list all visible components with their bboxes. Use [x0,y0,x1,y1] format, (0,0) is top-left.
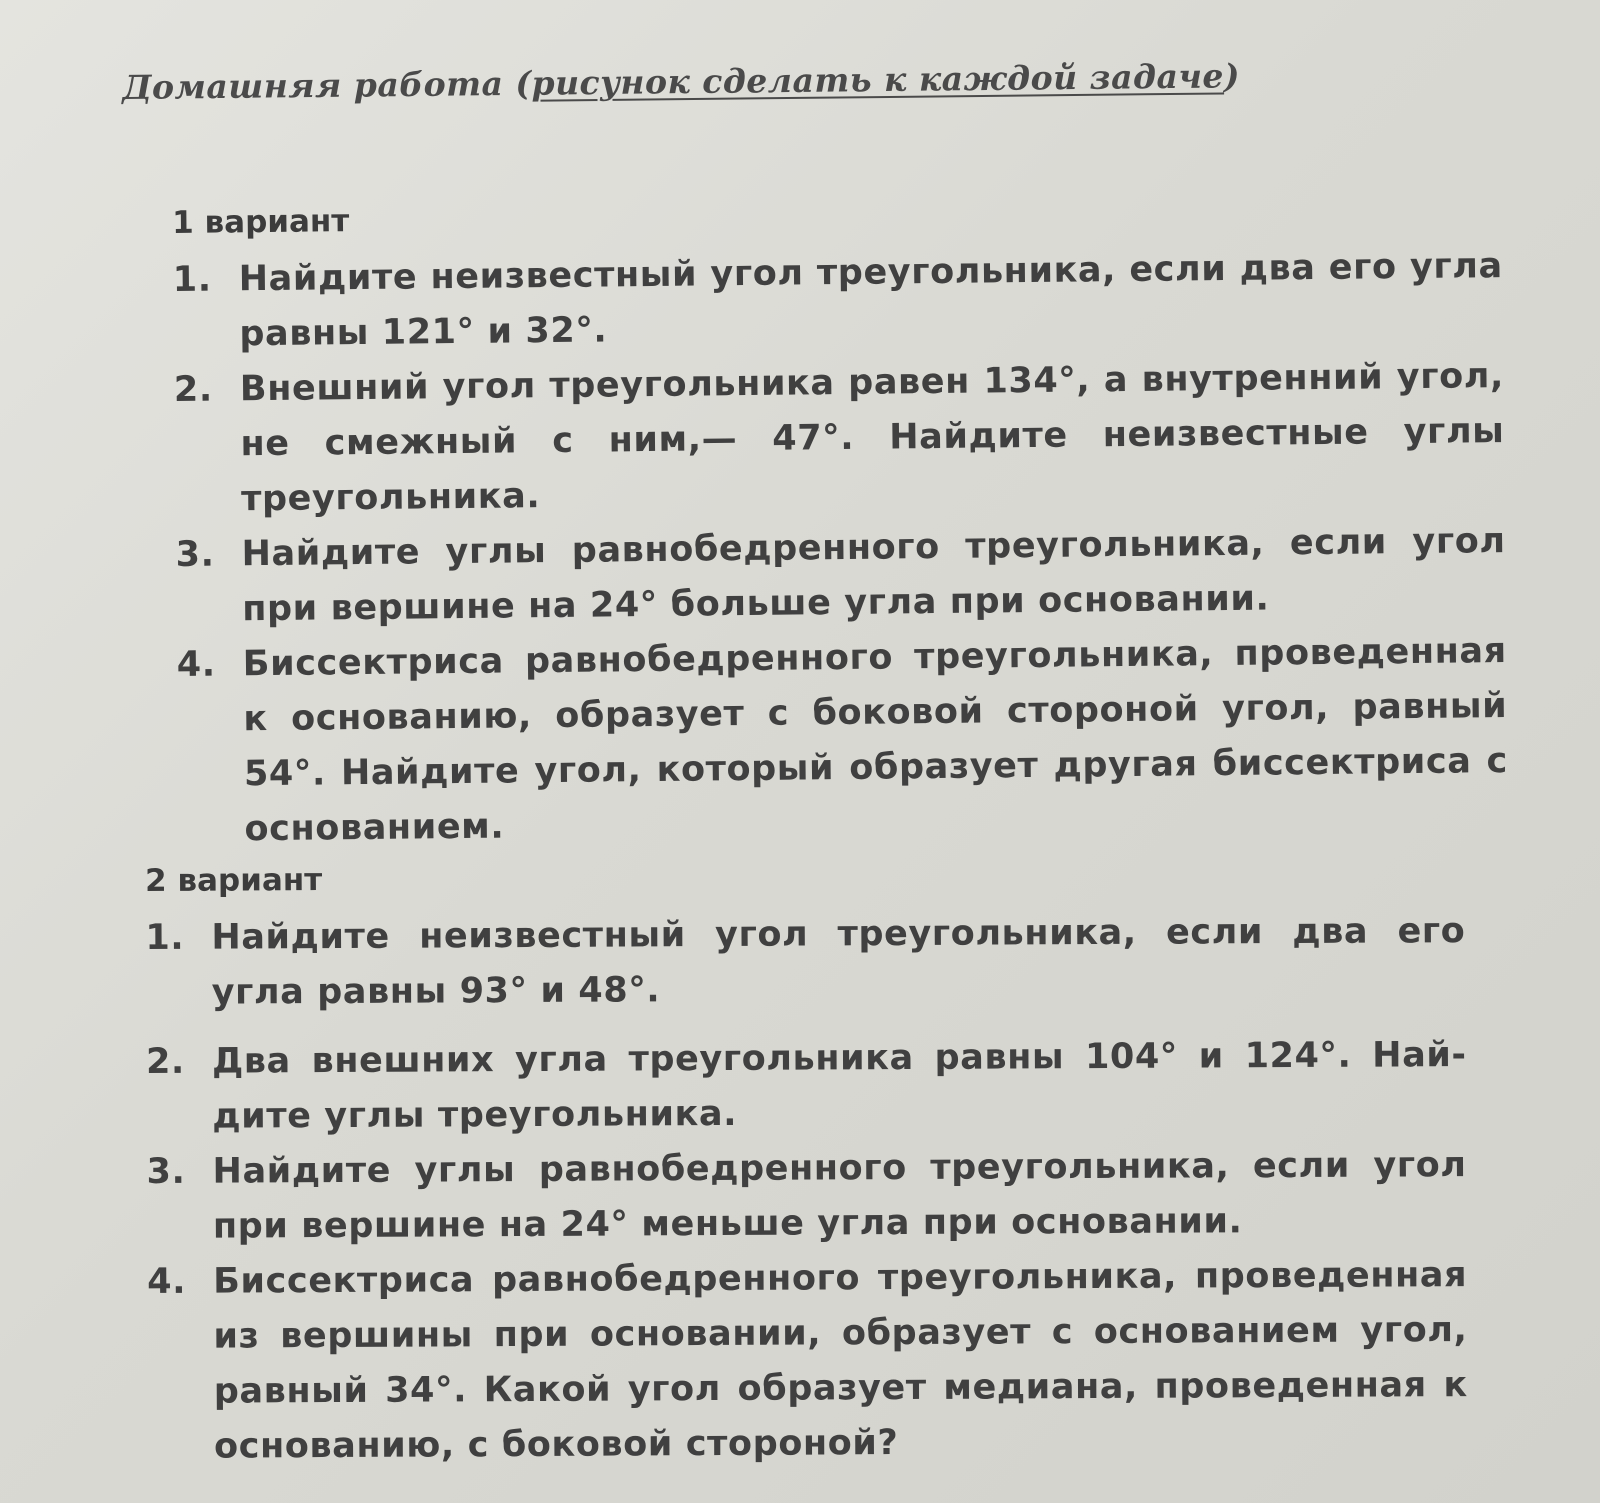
task-item [146,1028,1467,1145]
task-list [145,904,1468,1475]
task-number: 4. [176,644,216,685]
task-number: 2. [145,1041,186,1082]
variant-heading: 1 вариант [172,203,350,241]
task-item [175,514,1506,638]
task-text: Биссектриса равнобедренного треугольника, проведенная из вершины при основании, образует с основанием угол, равный 34°. Какой угол образует медиана, проведенная к основанию, с боковой стороной? [213,1255,1468,1467]
task-text: Найдите неизвестный угол треугольника, если два его угла равны 121° и 32°. [238,246,1503,355]
task-item [174,349,1506,528]
task-text: Найдите углы равнобедренного треугольника, если угол при вершине на 24° больше угла при основании. [241,521,1506,630]
task-number: 1. [172,259,212,300]
variant-2-section [145,856,1468,1475]
task-list [173,239,1509,858]
variant-heading: 2 вариант [145,862,323,899]
task-number: 3. [175,534,215,575]
task-item [173,239,1504,363]
title-underlined-instruction: рисунок сделать к каждой задаче [531,56,1225,103]
task-item [147,1248,1468,1475]
task-text: Найдите неизвестный угол треугольника, если два его угла равны 93° и 48°. [211,911,1466,1013]
variant-1-section [172,191,1509,858]
task-number: 1. [145,917,185,958]
title-suffix: ) [1223,56,1241,96]
task-item [146,1138,1467,1255]
task-text: Внешний угол треугольника равен 134°, а внутренний угол, не смежный с ним,— 47°. Найдите неизвестные углы треугольника. [239,356,1505,520]
page-title [122,56,1240,107]
task-text: Два внешних угла треугольника равны 104° и 124°. Найдите углы треугольника. [211,1035,1467,1137]
task-text: Найдите углы равнобедренного треугольника, если угол при вершине на 24° меньше угла при основании. [212,1145,1467,1247]
task-item [177,624,1509,858]
title-prefix: Домашняя работа ( [122,63,532,107]
task-number: 2. [173,369,214,410]
task-item [145,904,1466,1021]
task-text: Биссектриса равнобедренного треугольника, проведенная к основанию, образует с боковой стороной угол, равный 54°. Найдите угол, который образует другая биссектриса с основанием. [242,631,1509,850]
task-number: 4. [147,1261,187,1302]
task-number: 3. [146,1151,186,1192]
